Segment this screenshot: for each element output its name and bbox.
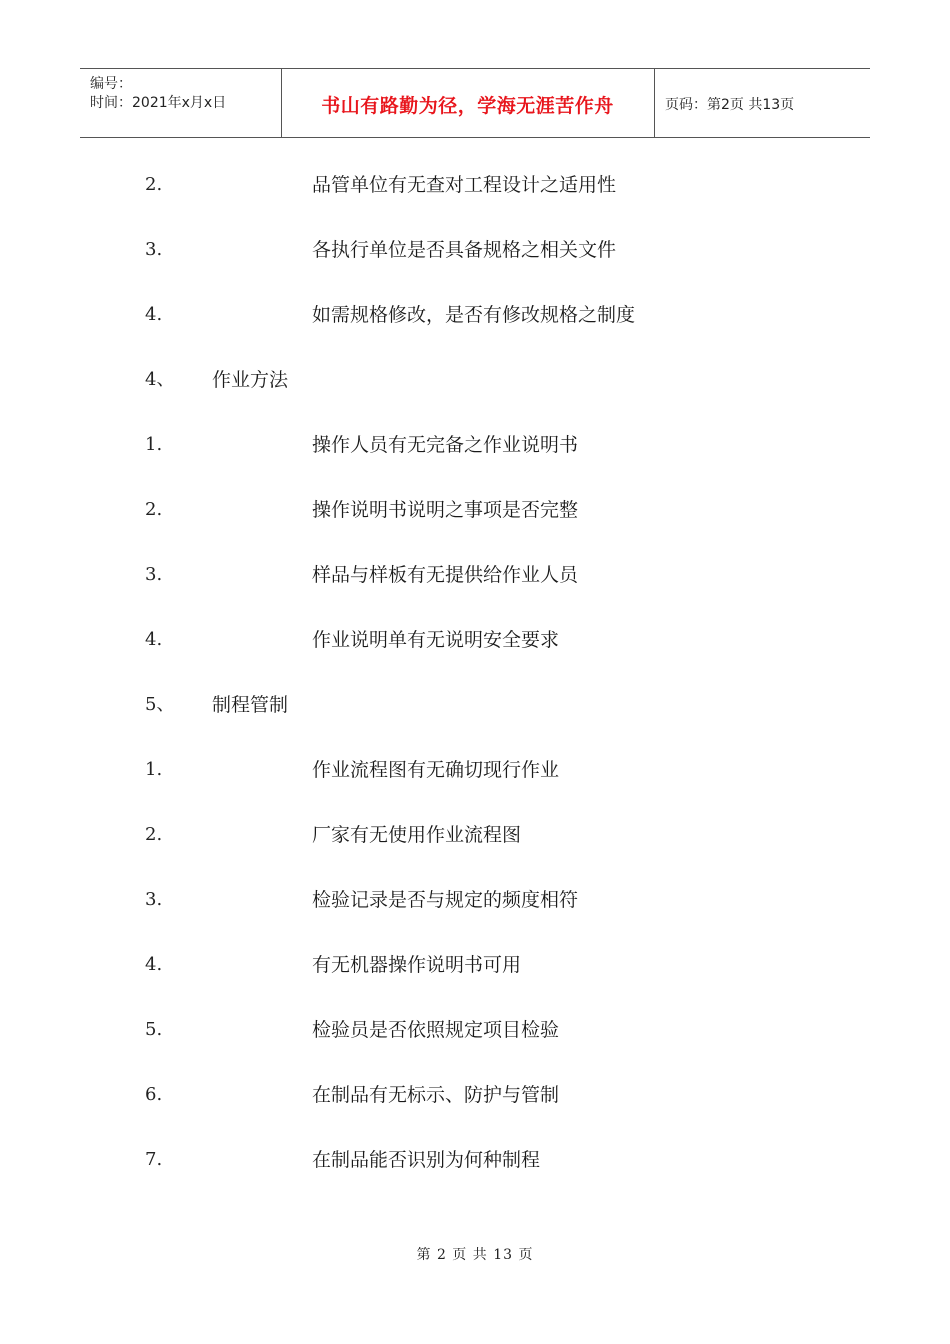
item-text: 操作说明书说明之事项是否完整 bbox=[312, 499, 579, 521]
item-text: 样品与样板有无提供给作业人员 bbox=[312, 564, 579, 586]
page-footer: 第 2 页 共 13 页 bbox=[416, 1247, 534, 1263]
item-number: 2. bbox=[145, 174, 163, 195]
header-motto-cell bbox=[281, 69, 655, 137]
item-number: 1. bbox=[145, 434, 163, 455]
item-text: 如需规格修改，是否有修改规格之制度 bbox=[312, 304, 636, 326]
header-page-number: 页码：第2页 共13页 bbox=[665, 97, 795, 113]
section-number: 4、 bbox=[145, 369, 175, 390]
item-number: 2. bbox=[145, 824, 163, 845]
item-number: 6. bbox=[145, 1084, 163, 1105]
item-number: 3. bbox=[145, 889, 163, 910]
section-title: 作业方法 bbox=[212, 369, 289, 391]
time-label: 时间：2021年x月x日 bbox=[90, 95, 227, 111]
item-number: 1. bbox=[145, 759, 163, 780]
header-page-cell bbox=[655, 69, 870, 137]
item-number: 5. bbox=[145, 1019, 163, 1040]
item-text: 在制品有无标示、防护与管制 bbox=[312, 1084, 560, 1106]
item-text: 各执行单位是否具备规格之相关文件 bbox=[312, 239, 617, 261]
motto-text: 书山有路勤为径，学海无涯苦作舟 bbox=[321, 95, 614, 117]
item-text: 操作人员有无完备之作业说明书 bbox=[312, 434, 579, 456]
item-text: 作业说明单有无说明安全要求 bbox=[312, 629, 560, 651]
item-number: 2. bbox=[145, 499, 163, 520]
page-header bbox=[80, 68, 870, 138]
item-number: 4. bbox=[145, 304, 163, 325]
item-text: 厂家有无使用作业流程图 bbox=[312, 824, 522, 846]
item-text: 检验员是否依照规定项目检验 bbox=[312, 1019, 560, 1041]
item-number: 4. bbox=[145, 629, 163, 650]
section-number: 5、 bbox=[145, 694, 175, 715]
item-text: 在制品能否识别为何种制程 bbox=[312, 1149, 541, 1171]
item-number: 7. bbox=[145, 1149, 163, 1170]
header-info-cell bbox=[80, 69, 282, 137]
item-text: 有无机器操作说明书可用 bbox=[312, 954, 522, 976]
item-text: 作业流程图有无确切现行作业 bbox=[312, 759, 560, 781]
code-label: 编号： bbox=[90, 76, 132, 92]
item-text: 检验记录是否与规定的频度相符 bbox=[312, 889, 579, 911]
item-text: 品管单位有无查对工程设计之适用性 bbox=[312, 174, 617, 196]
item-number: 4. bbox=[145, 954, 163, 975]
section-title: 制程管制 bbox=[212, 694, 289, 716]
item-number: 3. bbox=[145, 564, 163, 585]
item-number: 3. bbox=[145, 239, 163, 260]
